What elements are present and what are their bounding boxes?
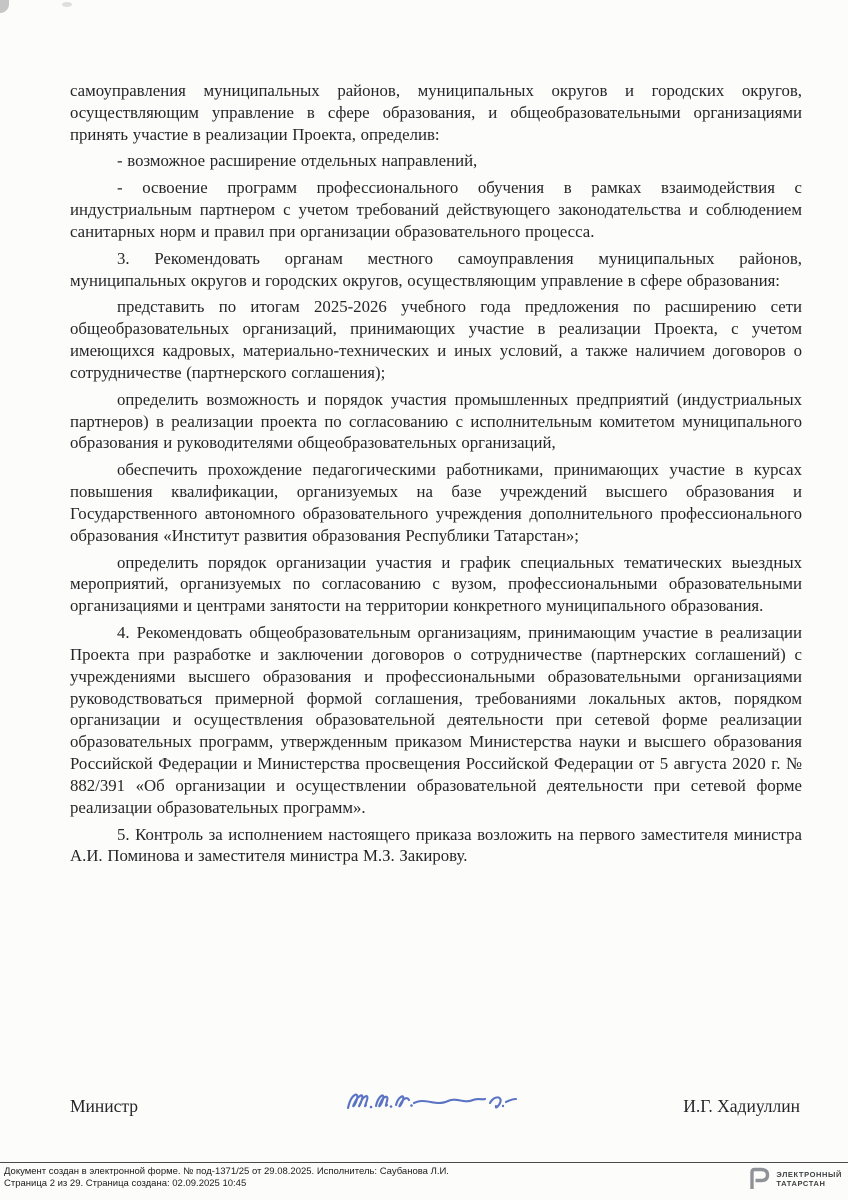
electronic-tatarstan-logo bbox=[746, 1166, 842, 1192]
paragraph: представить по итогам 2025-2026 учебного года предложения по расширению сети общеобразовательных организаций, принимающих участие в реализации Проекта, с учетом имеющихся кадровых, материально-технических и иных условий, а также наличием договоров о сотрудничестве (партнерского соглашения); bbox=[70, 297, 802, 382]
logo-wordmark-line2: ТАТАРСТАН bbox=[776, 1179, 826, 1188]
paragraph: 4. Рекомендовать общеобразовательным организациям, принимающим участие в реализации Проекта при разработке и заключении договоров о сотрудничестве (партнерских соглашений) с учреждениями высшего образования и профессиональными образовательными организациями руководствоваться примерной формой соглашения, требованиями локальных актов, порядком организации и осуществления образовательной деятельности при сетевой форме реализации образовательных программ, утвержденным приказом Министерства науки и высшего образования Российской Федерации и Министерства просвещения Российской Федерации от 5 августа 2020 г. № 882/391 «Об организации и осуществлении образовательной деятельности при сетевой форме реализации образовательных программ». bbox=[70, 623, 802, 817]
paragraph: определить возможность и порядок участия промышленных предприятий (индустриальных партнеров) в реализации проекта по согласованию с исполнительным комитетом муниципального образования и руководителями общеобразовательных организаций, bbox=[70, 389, 802, 453]
scan-smudge-corner bbox=[0, 0, 9, 13]
paragraph: самоуправления муниципальных районов, муниципальных округов и городских округов, осуществляющим управление в сфере образования, и общеобразовательными организациями принять участие в реализации Проекта, определив: bbox=[70, 81, 802, 144]
logo-wordmark-line1: ЭЛЕКТРОННЫЙ bbox=[776, 1170, 842, 1179]
document-footer bbox=[0, 1162, 848, 1200]
signatory-title: Министр bbox=[70, 1096, 139, 1116]
signatory-name: И.Г. Хадиуллин bbox=[683, 1096, 800, 1116]
paragraph: - освоение программ профессионального обучения в рамках взаимодействия с индустриальным партнером с учетом требований действующего законодательства и соблюдением санитарных норм и правил при организации образовательного процесса. bbox=[70, 178, 802, 241]
paragraph: 3. Рекомендовать органам местного самоуправления муниципальных районов, муниципальных округов и городских округов, осуществляющим управление в сфере образования: bbox=[70, 248, 802, 290]
paragraph: определить порядок организации участия и график специальных тематических выездных мероприятий, организуемых по согласованию с вузом, профессиональными образовательными организациями и центрами занятости на территории конкретного муниципального образования. bbox=[70, 552, 802, 616]
paragraph: 5. Контроль за исполнением настоящего приказа возложить на первого заместителя министра А.И. Поминова и заместителя министра М.З. Закирову. bbox=[70, 824, 802, 866]
handwritten-signature-icon bbox=[338, 1078, 518, 1122]
document-body bbox=[70, 80, 802, 872]
paragraph: обеспечить прохождение педагогическими работниками, принимающих участие в курсах повышения квалификации, организуемых на базе учреждений высшего образования и Государственного автономного образовательного учреждения дополнительного профессионального образования «Институт развития образования Республики Татарстан»; bbox=[70, 460, 802, 545]
footer-line-page: Страница 2 из 29. Страница создана: 02.09.2025 10:45 bbox=[4, 1177, 247, 1189]
footer-line-created: Документ создан в электронной форме. № под-1371/25 от 29.08.2025. Исполнитель: Саубанова Л.И. bbox=[4, 1166, 449, 1177]
footer-meta bbox=[4, 1166, 644, 1189]
paragraph: - возможное расширение отдельных направлений, bbox=[117, 151, 478, 171]
scan-smudge-dot bbox=[62, 2, 72, 7]
tatarstan-logo-icon bbox=[746, 1166, 772, 1192]
logo-wordmark bbox=[776, 1170, 842, 1188]
